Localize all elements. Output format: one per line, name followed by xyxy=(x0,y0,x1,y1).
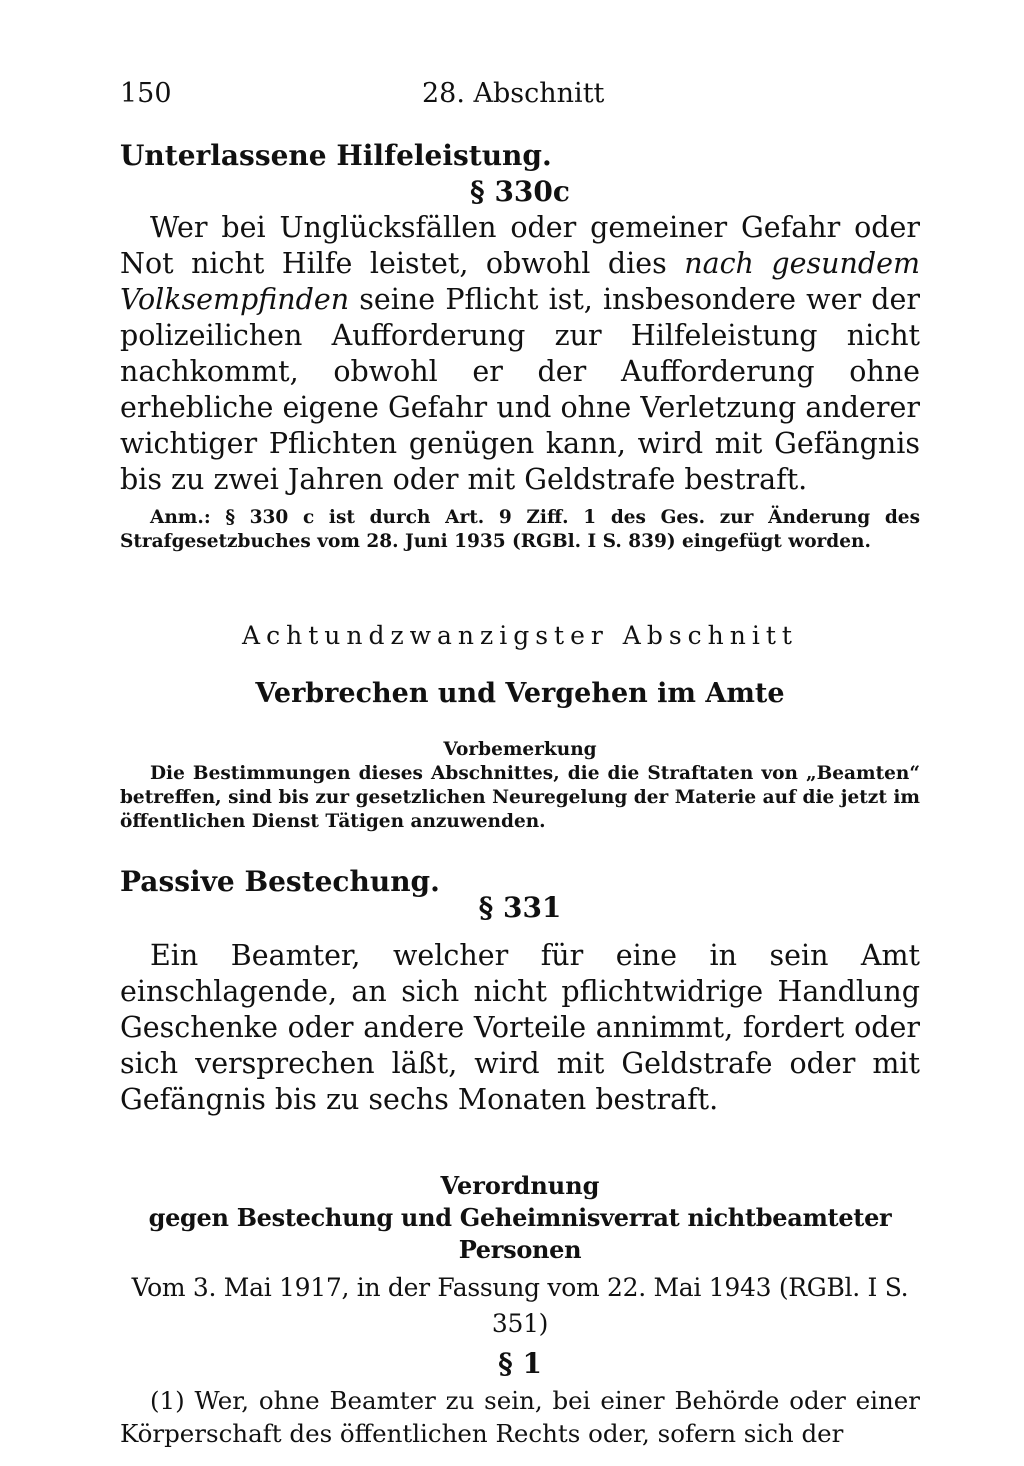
heading-passive-bestechung: Passive Bestechung. xyxy=(120,865,440,898)
regulation-date-line: Vom 3. Mai 1917, in der Fassung vom 22. Mai 1943 (RGBl. I S. 351) xyxy=(131,1273,909,1338)
paragraph-330c-emphasis: nach gesundem Volksempfinden xyxy=(120,247,920,316)
paragraph-330c-note: Anm.: § 330 c ist durch Art. 9 Ziff. 1 des Ges. zur Änderung des Strafgesetzbuches vom 28. Juni 1935 (RGBl. I S. 839) eingefügt worden. xyxy=(120,507,920,552)
regulation-title: Verordnung xyxy=(440,1171,600,1200)
paragraph-330c-text-before: Wer bei Unglücksfällen oder gemeiner Gefahr oder Not nicht Hilfe leistet, obwohl dies xyxy=(120,211,920,280)
page-number: 150 xyxy=(120,78,172,109)
preliminary-remark-heading: Vorbemerkung xyxy=(443,739,597,760)
preliminary-remark-text: Die Bestimmungen dieses Abschnittes, die die Straftaten von „Beamten“ betreffen, sind bis zur gesetzlichen Neuregelung der Materie auf die jetzt im öffentlichen Dienst Tätigen anzuwenden. xyxy=(120,763,920,832)
running-header xyxy=(120,70,920,110)
paragraph-331-sign: § 331 xyxy=(478,891,562,924)
paragraph-330c-text xyxy=(120,210,920,498)
regulation-paragraph-1-sign: § 1 xyxy=(498,1347,542,1380)
paragraph-330c-text-after: seine Pflicht ist, insbesondere wer der polizeilichen Aufforderung zur Hilfeleistung nicht nachkommt, obwohl er der Aufforderung ohne erhebliche eigene Gefahr und ohne Verletzung anderer wichtiger Pflichten genügen kann, wird mit Gefängnis bis zu zwei Jahren oder mit Geldstrafe bestraft. xyxy=(120,283,920,496)
regulation-paragraph-1-text: (1) Wer, ohne Beamter zu sein, bei einer Behörde oder einer Körperschaft des öffentlichen Rechts oder, sofern sich der xyxy=(120,1386,920,1448)
paragraph-330c-sign: § 330c xyxy=(470,175,570,208)
heading-row-331 xyxy=(120,864,920,938)
chapter-title: Achtundzwanzigster Abschnitt xyxy=(242,621,798,650)
regulation-subtitle: gegen Bestechung und Geheimnisverrat nichtbeamteter Personen xyxy=(148,1203,892,1264)
chapter-subtitle: Verbrechen und Vergehen im Amte xyxy=(255,678,785,709)
heading-unterlassene-hilfeleistung: Unterlassene Hilfeleistung. xyxy=(120,139,552,172)
page xyxy=(120,70,920,1450)
running-section-label: 28. Abschnitt xyxy=(422,78,605,109)
paragraph-331-text: Ein Beamter, welcher für eine in sein Amt einschlagende, an sich nicht pflichtwidrige Handlung Geschenke oder andere Vorteile annimmt, fordert oder sich versprechen läßt, wird mit Geldstrafe oder mit Gefängnis bis zu sechs Monaten bestraft. xyxy=(120,939,920,1116)
